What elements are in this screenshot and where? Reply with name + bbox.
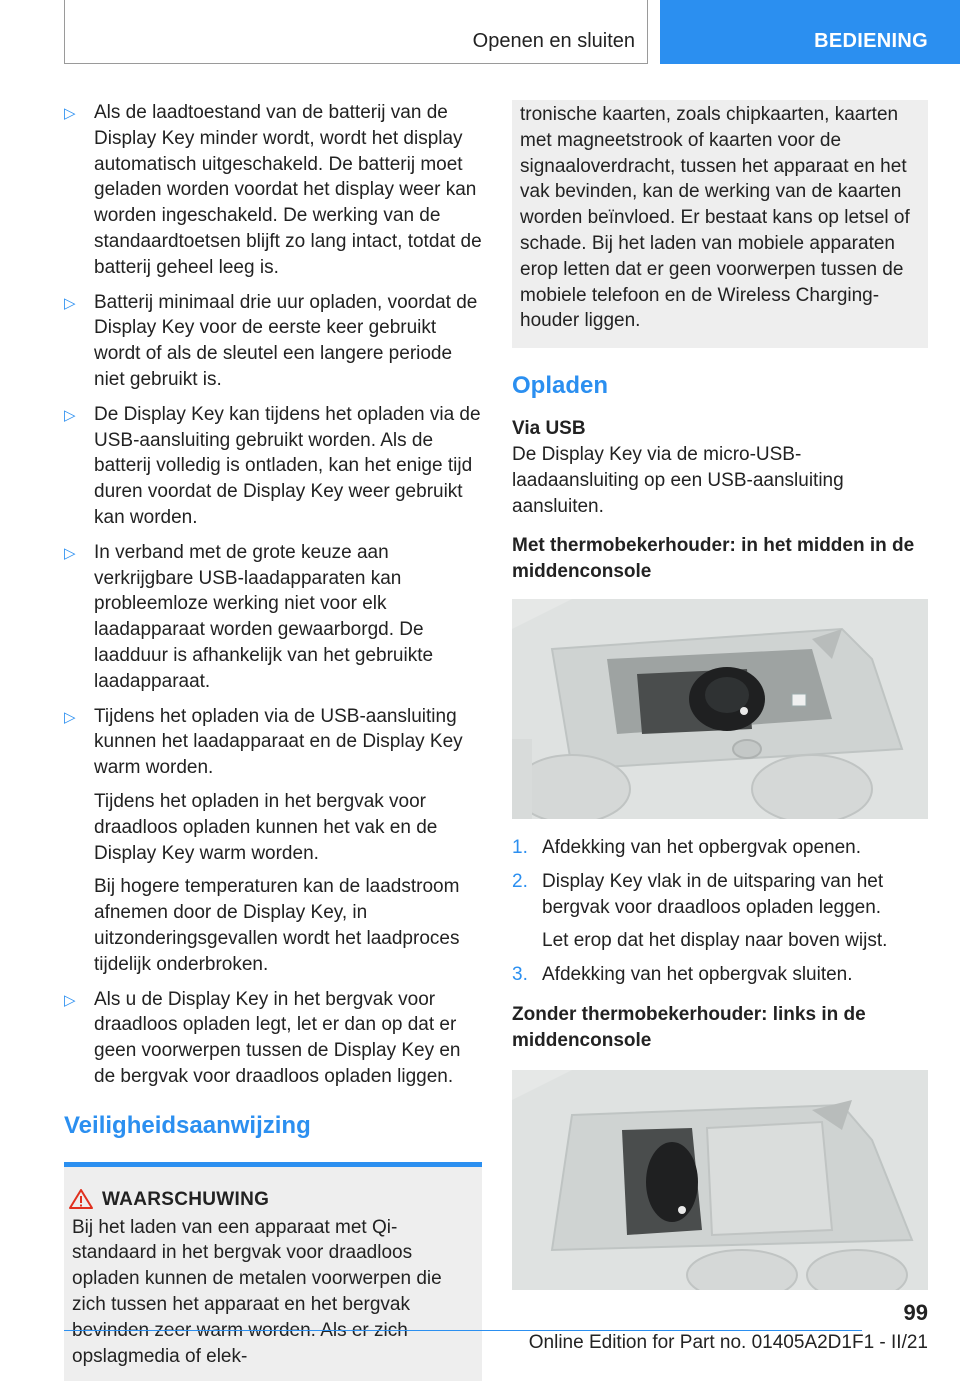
- safety-heading: Veiligheidsaanwijzing: [64, 1111, 311, 1139]
- header-chapter-box: [64, 0, 648, 64]
- usb-heading: Via USB: [512, 418, 586, 440]
- warning-continued-text: tronische kaarten, zoals chipkaarten, kaarten met magneetstrook of kaarten voor de signaaloverdracht, tussen het apparaat en het vak bevinden, kan de werking van de kaarten worden beïnvloed. Er bestaat kans op letsel of schade. Bij het laden van mobiele apparaten erop letten dat er geen voorwerpen tussen de mobiele telefoon en de Wireless Charging-houder liggen.: [520, 104, 910, 332]
- steps-list: [512, 835, 928, 988]
- footer-divider: [64, 1330, 862, 1331]
- list-item: [64, 987, 482, 1090]
- left-column: [64, 100, 482, 1381]
- warning-title: [102, 1189, 474, 1211]
- bullet-text: Tijdens het opladen via de USB-aansluiting kunnen het laadapparaat en de Display Key warm worden.: [94, 705, 463, 779]
- warning-text: Bij het laden van een apparaat met Qi-standaard in het bergvak voor draadloos opladen kunnen de metalen voorwerpen die zich tussen het apparaat en het bergvak bevinden zeer warm worden. Als er zich opslagmedia of elek-: [72, 1216, 442, 1367]
- bullet-text: Als u de Display Key in het bergvak voor draadloos opladen legt, let er dan op dat er geen voorwerpen tussen de Display Key en de bergvak voor draadloos opladen liggen.: [94, 988, 461, 1087]
- without-holder-heading: Zonder thermobekerhouder: links in de middenconsole: [512, 1003, 866, 1051]
- info-bullet-list: [64, 100, 482, 1090]
- step-number: 3.: [512, 964, 528, 986]
- list-item: [64, 100, 482, 281]
- bullet-subtext: Bij hogere temperaturen kan de laadstroom afnemen door de Display Key, in uitzonderingsgevallen wordt het laadproces tijdelijk onderbroken.: [94, 876, 460, 975]
- triangle-bullet-icon: ▷: [64, 105, 76, 122]
- step-subtext: Let erop dat het display naar boven wijst.: [542, 930, 888, 952]
- warning-triangle-icon: [68, 1188, 94, 1210]
- triangle-bullet-icon: ▷: [64, 406, 76, 424]
- triangle-bullet-icon: ▷: [64, 708, 76, 726]
- bullet-text: Batterij minimaal drie uur opladen, voordat de Display Key voor de eerste keer gebruikt wordt of als de sleutel een langere periode niet gebruikt is.: [94, 291, 478, 390]
- step-number: 1.: [512, 836, 528, 858]
- bullet-text: Als de laadtoestand van de batterij van de Display Key minder wordt, wordt het display automatisch uitgeschakeld. De batterij moet geladen worden voordat het display weer kan worden ingeschakeld. De werking van de standaardtoetsen blijft zo lang intact, totdat de batterij geheel leeg is.: [94, 102, 482, 278]
- header-section-tab: [660, 0, 960, 64]
- step-text: Afdekking van het opbergvak openen.: [542, 836, 862, 858]
- list-item: [512, 869, 928, 954]
- list-item: [64, 290, 482, 393]
- with-holder-heading: Met thermobekerhouder: in het midden in de middenconsole: [512, 535, 915, 583]
- console-with-cupholder-photo: [512, 599, 928, 819]
- warning-continued-box: [512, 100, 928, 348]
- chapter-title: Openen en sluiten: [472, 30, 635, 52]
- triangle-bullet-icon: ▷: [64, 991, 76, 1009]
- step-number: 2.: [512, 870, 528, 892]
- list-item: [512, 835, 928, 861]
- triangle-bullet-icon: ▷: [64, 294, 76, 312]
- section-title: BEDIENING: [814, 30, 928, 52]
- bullet-text: De Display Key kan tijdens het opladen via de USB-aansluiting gebruikt worden. Als de batterij volledig is ontladen, kan het enige tijd duren voordat de Display Key weer gebruikt kan worden.: [94, 403, 481, 528]
- console-without-cupholder-photo: [512, 1070, 928, 1290]
- page-number: 99: [903, 1300, 928, 1325]
- usb-text: De Display Key via de micro-USB-laadaansluiting op een USB-aansluiting aansluiten.: [512, 443, 844, 517]
- right-column: [512, 100, 928, 1290]
- bullet-text: In verband met de grote keuze aan verkrijgbare USB-laadapparaten kan probleemloze werking niet voor elk laadapparaat worden gewaarborgd. De laadduur is afhankelijk van het gebruikte laadapparaat.: [94, 541, 434, 692]
- list-item: [64, 402, 482, 531]
- bullet-subtext: Tijdens het opladen in het bergvak voor draadloos opladen kunnen het vak en de Display Key warm worden.: [94, 790, 438, 864]
- list-item: [64, 540, 482, 695]
- step-text: Afdekking van het opbergvak sluiten.: [542, 964, 853, 986]
- warning-title-text: WAARSCHUWING: [102, 1188, 270, 1210]
- step-text: Display Key vlak in de uitsparing van het bergvak voor draadloos opladen leggen.: [542, 870, 884, 918]
- warning-box: [64, 1162, 482, 1381]
- list-item: [512, 962, 928, 988]
- edition-text: Online Edition for Part no. 01405A2D1F1 - II/21: [528, 1332, 928, 1353]
- charging-heading: Opladen: [512, 372, 609, 400]
- triangle-bullet-icon: ▷: [64, 544, 76, 562]
- list-item: [64, 704, 482, 978]
